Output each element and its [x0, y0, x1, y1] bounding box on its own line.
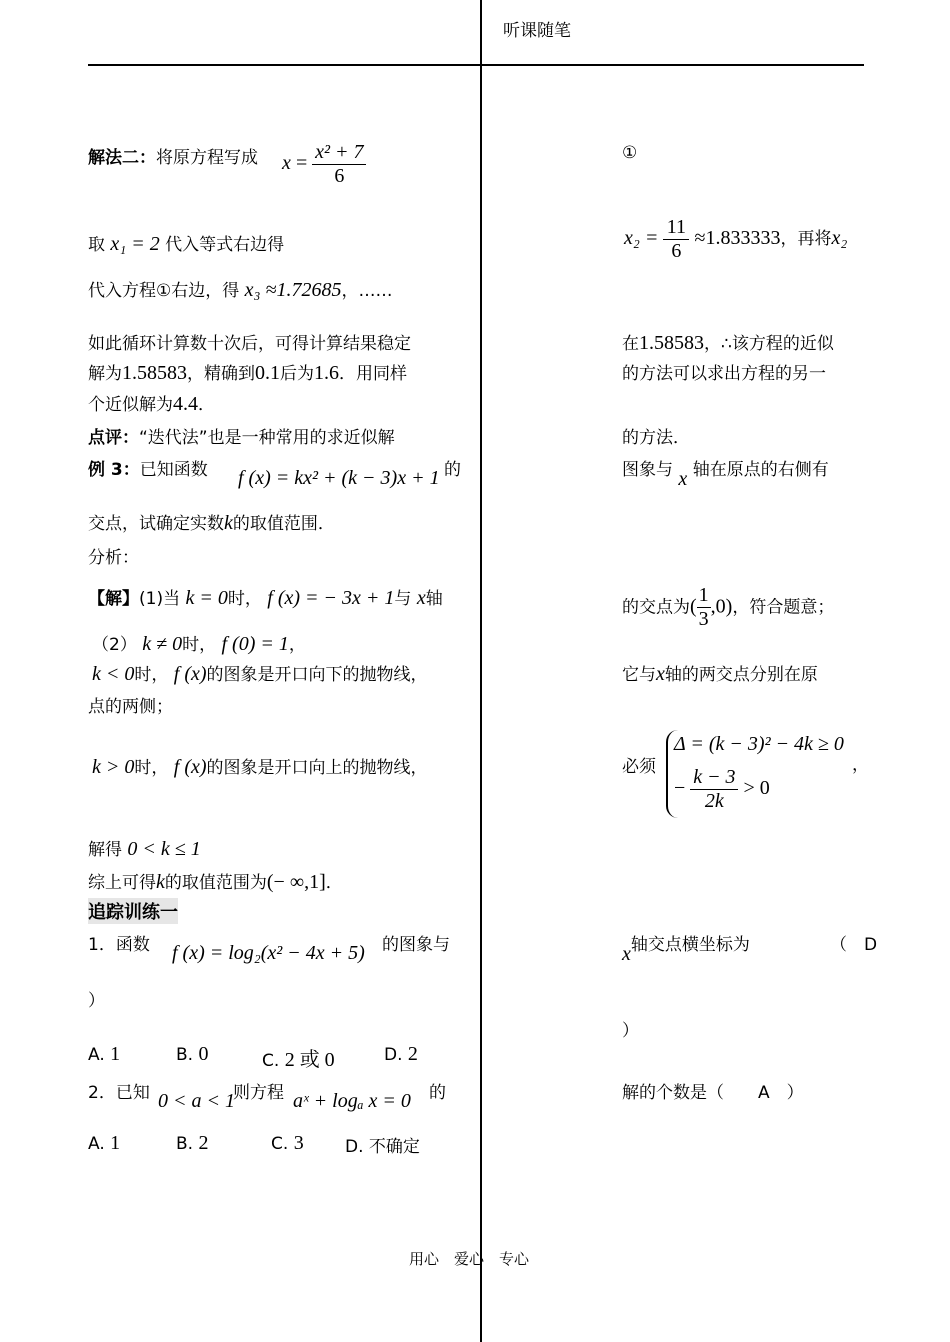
comment-text: “迭代法”也是一种常用的求近似解	[139, 428, 395, 448]
approx2-line	[88, 390, 215, 416]
case2-label: （2）	[92, 635, 137, 655]
intersect-line	[88, 509, 335, 535]
q1-option-a[interactable]	[88, 1043, 120, 1066]
q2-option-a[interactable]	[88, 1132, 120, 1155]
eq1-lhs: x	[282, 152, 291, 174]
example3-de: 的	[444, 460, 461, 480]
must-word: 必须	[622, 757, 656, 777]
x2-lhs: x₂ =	[624, 227, 659, 249]
approx-word: 解为	[88, 364, 122, 384]
center-divider	[480, 0, 482, 1342]
q2-option-a-value: 1	[110, 1132, 121, 1154]
q2-option-c-label: C.	[271, 1134, 289, 1154]
down-parabola-text: 的图象是开口向下的抛物线，	[206, 665, 428, 685]
q1-option-c-value: 2 或 0	[284, 1049, 335, 1071]
case1-text: (1)当	[139, 589, 181, 609]
solution2-text: 将原方程写成	[156, 148, 258, 168]
approx2-word: 个近似解为	[88, 395, 173, 415]
both-sides-line: 点的两侧；	[88, 697, 173, 717]
axis-word: 轴	[425, 589, 443, 609]
substitute-right-text: 代入等式右边得	[165, 235, 285, 255]
k-lt-0: k < 0	[92, 663, 135, 685]
q1-option-b-label: B.	[176, 1045, 194, 1065]
ellipsis: ，……	[341, 281, 393, 301]
example3-line	[88, 455, 208, 480]
point-denominator: 3	[698, 608, 709, 630]
right-method2-line: 的方法．	[622, 428, 690, 448]
q1-rest: 的图象与	[382, 935, 450, 955]
q2-option-a-label: A.	[88, 1134, 105, 1154]
q2-option-d-value: 不确定	[368, 1137, 420, 1157]
q2-de: 的	[429, 1083, 446, 1103]
range-text: 的取值范围．	[232, 514, 335, 534]
k-var: k	[224, 512, 233, 534]
in-word: 在	[622, 334, 639, 354]
intersect-text: 交点，试确定实数	[88, 514, 224, 534]
x2-var: x₂	[831, 227, 848, 249]
q2-option-b-label: B.	[176, 1134, 194, 1154]
comment-label: 点评：	[88, 428, 139, 448]
same-word: ．用同样	[339, 364, 407, 384]
intersect-is-word: 的交点为	[622, 597, 690, 618]
right-two-points-line	[622, 660, 818, 686]
solve-line	[88, 835, 201, 861]
summary-word: 综上可得	[88, 873, 156, 893]
right-x-var-3: x	[622, 943, 631, 965]
take-word: 取	[88, 235, 105, 255]
k-gt-0: k > 0	[92, 756, 135, 778]
x2-fraction	[663, 216, 689, 263]
x3-expression: x₃ ≈1.72685	[244, 279, 342, 301]
q1-option-d-value: 2	[407, 1043, 418, 1065]
substitute-text: 代入方程①右边，得	[88, 281, 240, 301]
substitute-line	[88, 276, 392, 302]
when3-word: 时，	[134, 665, 169, 685]
q2-condition: 0 < a < 1	[158, 1090, 235, 1112]
condition-comma: ，	[852, 755, 869, 775]
x-var: x	[416, 587, 426, 609]
condition-2	[674, 766, 770, 813]
solution-label: 【解】	[88, 589, 139, 609]
x2-line	[624, 216, 847, 263]
analysis-label: 分析：	[88, 548, 139, 568]
equation-1	[282, 141, 366, 188]
right-stable-line	[622, 329, 834, 355]
two-points-text: 轴的两交点分别在原	[664, 665, 818, 685]
q2-line: 2．已知	[88, 1083, 150, 1103]
when-word: 时，	[227, 589, 262, 609]
note-title: 听课随笔	[503, 21, 571, 41]
right-value-1-58583: 1.58583	[639, 332, 704, 354]
case2-line	[92, 630, 306, 656]
fx-a: f (x)	[173, 663, 207, 685]
cond2-fraction	[690, 766, 738, 813]
approx-line	[88, 359, 407, 385]
solution-case1-line	[88, 584, 443, 610]
comment-line	[88, 423, 395, 448]
k-positive-line	[92, 753, 428, 779]
graph-with-word: 图象与	[622, 460, 673, 480]
q2-then: 则方程	[233, 1083, 284, 1103]
so-text: ，∴该方程的近似	[704, 334, 834, 354]
when4-word: 时，	[134, 758, 169, 778]
x2-approx: ≈1.833333	[694, 227, 781, 249]
approx2-period: ．	[198, 395, 215, 415]
q1-option-a-value: 1	[110, 1043, 121, 1065]
right-intersect-line: 的交点为( $\frac{1}{3}$ ,0)，符合题意；	[622, 584, 835, 630]
q1-axis-text: 轴交点横坐标为	[630, 935, 750, 955]
q1-option-b[interactable]	[176, 1043, 208, 1066]
x2-denominator: 6	[663, 239, 689, 263]
q1-option-b-value: 0	[198, 1043, 209, 1065]
q2-equation: aˣ + logₐ x = 0	[293, 1090, 411, 1112]
fx-linear: f (x) = − 3x + 1	[267, 587, 395, 609]
q1-line: 1．函数	[88, 935, 150, 955]
solution2-line	[88, 143, 258, 168]
with-word: 与	[394, 589, 412, 609]
q2-option-c-value: 3	[293, 1132, 304, 1154]
q1-answer: （ D	[830, 935, 878, 955]
q2-option-d[interactable]	[345, 1132, 420, 1157]
example3-label: 例 3：	[88, 460, 140, 480]
point-numerator: 1	[698, 584, 709, 606]
final-period: ．	[325, 873, 343, 893]
fits-text: ，符合题意；	[732, 597, 835, 618]
point-fraction	[697, 584, 711, 631]
up-parabola-text: 的图象是开口向上的抛物线，	[206, 758, 428, 778]
cond2-minus: −	[674, 777, 686, 799]
k-range: 0 < k ≤ 1	[127, 838, 201, 860]
k-eq-0: k = 0	[185, 587, 228, 609]
value-1-6: 1.6	[314, 362, 339, 384]
summary-line	[88, 868, 343, 894]
k-negative-line	[92, 660, 428, 686]
final-range: (− ∞,1]	[266, 871, 326, 893]
right-x-var-2: x	[656, 663, 665, 685]
q1-option-c[interactable]	[262, 1043, 335, 1072]
example3-function: f (x) = kx² + (k − 3)x + 1	[238, 467, 440, 489]
q2-option-b-value: 2	[198, 1132, 209, 1154]
value-4-4: 4.4	[173, 393, 198, 415]
k-ne-0: k ≠ 0	[142, 633, 183, 655]
right-graph-line	[622, 455, 829, 490]
q1-option-d-label: D.	[384, 1045, 403, 1065]
right-method-line: 的方法可以求出方程的另一	[622, 364, 826, 384]
value-0-1: 0.1	[255, 362, 280, 384]
q2-option-c[interactable]	[271, 1132, 304, 1155]
after-word: 后为	[280, 364, 314, 384]
when2-word: 时，	[182, 635, 217, 655]
footer-text: 用心 爱心 专心	[409, 1250, 530, 1268]
cond2-rest: > 0	[743, 777, 770, 799]
case2-comma: ，	[288, 635, 306, 655]
section-heading: 追踪训练一	[88, 898, 178, 924]
condition-1: Δ = (k − 3)² − 4k ≥ 0	[674, 733, 844, 755]
accurate-word: ，精确到	[187, 364, 255, 384]
right-q2-line: 解的个数是（ A ）	[622, 1083, 804, 1103]
eq1-numerator: x² + 7	[315, 141, 364, 163]
q1-option-c-label: C.	[262, 1051, 280, 1071]
header-rule	[88, 64, 864, 66]
it-with-word: 它与	[622, 665, 656, 685]
circle-one: ①	[622, 143, 638, 163]
value-1-58583: 1.58583	[122, 362, 187, 384]
cond2-denominator: 2k	[690, 789, 738, 813]
right-q1-paren: ）	[622, 1021, 639, 1041]
example3-text: 已知函数	[139, 460, 208, 480]
q1-function: f (x) = log₂(x² − 4x + 5)	[172, 942, 365, 964]
x1-expression: x₁ = 2	[110, 233, 160, 255]
take-x1-line	[88, 230, 284, 256]
cond2-numerator: k − 3	[693, 766, 736, 788]
loop-line: 如此循环计算数十次后，可得计算结果稳定	[88, 334, 411, 354]
range-of-word: 的取值范围为	[164, 873, 267, 893]
eq1-denominator: 6	[312, 164, 366, 188]
then-put-text: ，再将	[780, 229, 832, 249]
x2-numerator: 11	[666, 216, 687, 238]
q1-option-a-label: A.	[88, 1045, 105, 1065]
solution2-label: 解法二：	[88, 148, 156, 168]
solve-word: 解得	[88, 840, 122, 860]
right-side-text: 轴在原点的右侧有	[692, 460, 829, 480]
right-x-var: x	[678, 468, 688, 490]
fx-b: f (x)	[173, 756, 207, 778]
q2-option-d-label: D.	[345, 1137, 364, 1157]
q2-option-b[interactable]	[176, 1132, 208, 1155]
q1-close-paren: ）	[88, 991, 105, 1011]
right-q1-line	[622, 930, 750, 965]
q1-option-d[interactable]	[384, 1043, 418, 1066]
k-var-2: k	[156, 871, 165, 893]
eq1-fraction	[312, 141, 366, 188]
eq1-op: =	[295, 152, 308, 174]
f-zero: f (0) = 1	[221, 633, 289, 655]
